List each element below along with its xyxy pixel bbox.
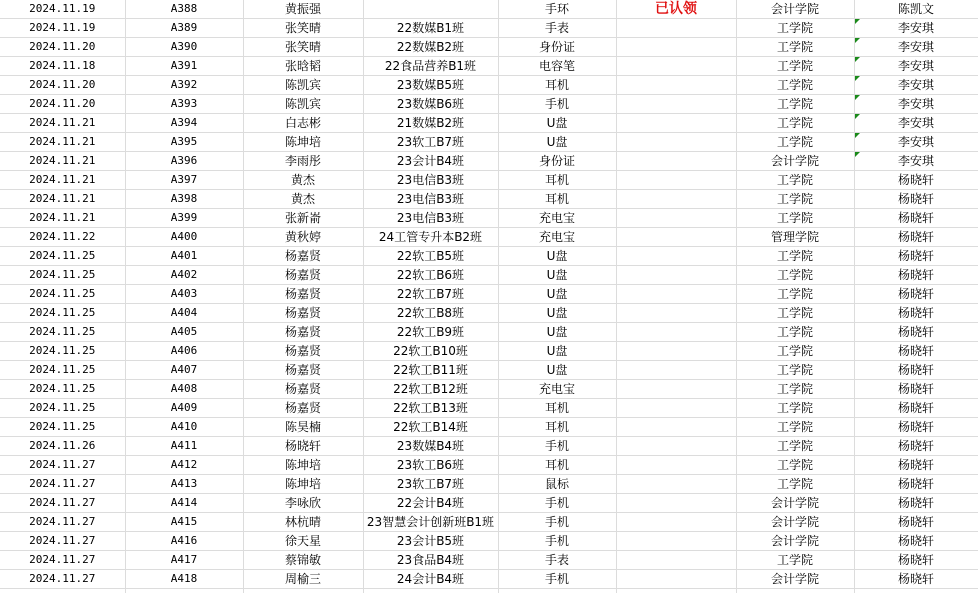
cell-item[interactable]: 充电宝 <box>498 228 616 247</box>
cell-status[interactable] <box>616 513 736 532</box>
cell-status[interactable] <box>616 494 736 513</box>
cell-recorder[interactable]: 杨晓轩 <box>854 551 978 570</box>
cell-item[interactable]: 手机 <box>498 532 616 551</box>
cell-date[interactable]: 2024.11.21 <box>0 152 125 171</box>
cell-item-code[interactable]: A403 <box>125 285 243 304</box>
cell-college[interactable]: 工学院 <box>736 19 854 38</box>
cell-class[interactable]: 22数媒B2班 <box>363 38 498 57</box>
cell-item[interactable]: 手机 <box>498 437 616 456</box>
table-row <box>0 247 978 266</box>
cell-owner-name[interactable]: 黄杰 <box>243 190 363 209</box>
cell-college[interactable]: 工学院 <box>736 437 854 456</box>
cell-college[interactable]: 工学院 <box>736 190 854 209</box>
cell-item[interactable]: 耳机 <box>498 76 616 95</box>
cell-item-code[interactable]: A391 <box>125 57 243 76</box>
cell-owner-name[interactable]: 白志彬 <box>243 114 363 133</box>
cell-item[interactable]: 手机 <box>498 95 616 114</box>
cell-owner-name[interactable]: 张新嵛 <box>243 209 363 228</box>
table-row <box>0 152 978 171</box>
cell-college[interactable]: 工学院 <box>736 76 854 95</box>
table-row <box>0 209 978 228</box>
cell-item[interactable]: 手环 <box>498 0 616 19</box>
cell-owner-name[interactable]: 杨嘉贤 <box>243 342 363 361</box>
table-row <box>0 361 978 380</box>
cell-date[interactable]: 2024.11.19 <box>0 0 125 19</box>
table-row <box>0 532 978 551</box>
cell-class[interactable]: 24会计B4班 <box>363 570 498 589</box>
cell-item[interactable]: U盘 <box>498 247 616 266</box>
cell-status[interactable] <box>616 57 736 76</box>
cell-date[interactable]: 2024.11.27 <box>0 532 125 551</box>
cell-class[interactable]: 23食品B4班 <box>363 551 498 570</box>
cell-owner-name[interactable]: 张笑晴 <box>243 19 363 38</box>
cell-class[interactable]: 22软工B13班 <box>363 399 498 418</box>
cell-item-code[interactable]: A398 <box>125 190 243 209</box>
cell-date[interactable]: 2024.11.20 <box>0 38 125 57</box>
cell-item[interactable]: 手机 <box>498 570 616 589</box>
cell-owner-name[interactable]: 杨嘉贤 <box>243 304 363 323</box>
cell-item[interactable]: 手表 <box>498 19 616 38</box>
table-row <box>0 589 978 593</box>
cell-college[interactable]: 工学院 <box>736 361 854 380</box>
cell-recorder[interactable] <box>854 589 978 593</box>
cell-owner-name[interactable]: 杨嘉贤 <box>243 323 363 342</box>
cell-college[interactable]: 工学院 <box>736 171 854 190</box>
table-row <box>0 266 978 285</box>
cell-college[interactable]: 工学院 <box>736 304 854 323</box>
cell-item[interactable]: 身份证 <box>498 152 616 171</box>
table-row <box>0 475 978 494</box>
table-row <box>0 19 978 38</box>
cell-owner-name[interactable]: 陈凯宾 <box>243 95 363 114</box>
cell-status[interactable] <box>616 171 736 190</box>
cell-class[interactable]: 23软工B6班 <box>363 456 498 475</box>
cell-item[interactable]: U盘 <box>498 266 616 285</box>
cell-item-code[interactable]: A407 <box>125 361 243 380</box>
cell-class[interactable]: 22软工B7班 <box>363 285 498 304</box>
cell-date[interactable]: 2024.11.25 <box>0 399 125 418</box>
cell-recorder[interactable]: 杨晓轩 <box>854 494 978 513</box>
cell-date[interactable]: 2024.11.20 <box>0 76 125 95</box>
table-row <box>0 418 978 437</box>
cell-item[interactable]: 手表 <box>498 551 616 570</box>
cell-item-code[interactable]: A401 <box>125 247 243 266</box>
cell-status[interactable] <box>616 38 736 57</box>
cell-owner-name[interactable]: 杨嘉贤 <box>243 399 363 418</box>
cell-class[interactable]: 22食品营养B1班 <box>363 57 498 76</box>
cell-item[interactable]: 耳机 <box>498 418 616 437</box>
cell-college[interactable]: 会计学院 <box>736 513 854 532</box>
cell-status[interactable] <box>616 380 736 399</box>
cell-item-code[interactable]: A404 <box>125 304 243 323</box>
cell-recorder[interactable]: 李安琪 <box>854 95 978 114</box>
cell-item-code[interactable]: A408 <box>125 380 243 399</box>
cell-recorder[interactable]: 李安琪 <box>854 19 978 38</box>
cell-recorder[interactable]: 李安琪 <box>854 38 978 57</box>
cell-owner-name[interactable]: 林杭晴 <box>243 513 363 532</box>
cell-item[interactable]: U盘 <box>498 133 616 152</box>
table-row <box>0 133 978 152</box>
cell-item[interactable]: U盘 <box>498 114 616 133</box>
cell-date[interactable]: 2024.11.27 <box>0 475 125 494</box>
cell-owner-name[interactable]: 黄杰 <box>243 171 363 190</box>
cell-class[interactable]: 22软工B14班 <box>363 418 498 437</box>
cell-recorder[interactable]: 杨晓轩 <box>854 380 978 399</box>
table-row <box>0 95 978 114</box>
table-row <box>0 399 978 418</box>
cell-date[interactable]: 2024.11.20 <box>0 95 125 114</box>
cell-college[interactable]: 工学院 <box>736 95 854 114</box>
cell-date[interactable]: 2024.11.25 <box>0 247 125 266</box>
cell-college[interactable]: 工学院 <box>736 475 854 494</box>
cell-item-code[interactable]: A405 <box>125 323 243 342</box>
cell-item-code[interactable]: A418 <box>125 570 243 589</box>
cell-status[interactable] <box>616 95 736 114</box>
cell-item-code[interactable]: A414 <box>125 494 243 513</box>
cell-status[interactable] <box>616 437 736 456</box>
cell-class[interactable]: 22软工B10班 <box>363 342 498 361</box>
cell-class[interactable] <box>363 589 498 593</box>
cell-status[interactable] <box>616 323 736 342</box>
cell-owner-name[interactable]: 陈坤培 <box>243 133 363 152</box>
cell-recorder[interactable]: 李安琪 <box>854 133 978 152</box>
cell-recorder[interactable]: 杨晓轩 <box>854 437 978 456</box>
cell-item-code[interactable]: A395 <box>125 133 243 152</box>
cell-status[interactable] <box>616 19 736 38</box>
cell-owner-name[interactable]: 杨嘉贤 <box>243 247 363 266</box>
cell-date[interactable]: 2024.11.25 <box>0 418 125 437</box>
cell-item[interactable]: 手机 <box>498 494 616 513</box>
table-row <box>0 513 978 532</box>
cell-class[interactable]: 22会计B4班 <box>363 494 498 513</box>
cell-status[interactable] <box>616 342 736 361</box>
cell-owner-name[interactable]: 杨嘉贤 <box>243 285 363 304</box>
table-row <box>0 190 978 209</box>
cell-date[interactable]: 2024.11.25 <box>0 361 125 380</box>
cell-date[interactable]: 2024.11.25 <box>0 266 125 285</box>
cell-owner-name[interactable]: 李咏欣 <box>243 494 363 513</box>
cell-recorder[interactable]: 杨晓轩 <box>854 399 978 418</box>
cell-status[interactable] <box>616 209 736 228</box>
cell-item[interactable]: 耳机 <box>498 171 616 190</box>
cell-college[interactable] <box>736 589 854 593</box>
cell-item[interactable]: U盘 <box>498 285 616 304</box>
cell-date[interactable]: 2024.11.25 <box>0 380 125 399</box>
cell-item[interactable]: U盘 <box>498 361 616 380</box>
table-row <box>0 228 978 247</box>
cell-owner-name[interactable]: 蔡锦敏 <box>243 551 363 570</box>
cell-recorder[interactable]: 杨晓轩 <box>854 456 978 475</box>
cell-date[interactable]: 2024.11.25 <box>0 285 125 304</box>
table-row <box>0 38 978 57</box>
cell-recorder[interactable]: 杨晓轩 <box>854 418 978 437</box>
cell-recorder[interactable]: 杨晓轩 <box>854 570 978 589</box>
cell-owner-name[interactable]: 杨嘉贤 <box>243 361 363 380</box>
cell-item-code[interactable]: A412 <box>125 456 243 475</box>
cell-date[interactable]: 2024.11.27 <box>0 570 125 589</box>
cell-recorder[interactable]: 杨晓轩 <box>854 209 978 228</box>
cell-recorder[interactable]: 李安琪 <box>854 114 978 133</box>
cell-item[interactable] <box>498 589 616 593</box>
cell-status[interactable] <box>616 456 736 475</box>
cell-college[interactable]: 工学院 <box>736 342 854 361</box>
cell-status[interactable] <box>616 266 736 285</box>
table-row <box>0 342 978 361</box>
cell-recorder[interactable]: 杨晓轩 <box>854 285 978 304</box>
cell-item-code[interactable]: A406 <box>125 342 243 361</box>
cell-item-code[interactable]: A402 <box>125 266 243 285</box>
cell-status[interactable]: 已认领 <box>616 0 736 19</box>
cell-owner-name[interactable]: 陈昊楠 <box>243 418 363 437</box>
cell-owner-name[interactable]: 张晗韬 <box>243 57 363 76</box>
cell-recorder[interactable]: 杨晓轩 <box>854 171 978 190</box>
cell-item[interactable]: 鼠标 <box>498 475 616 494</box>
cell-college[interactable]: 会计学院 <box>736 570 854 589</box>
cell-item-code[interactable]: A409 <box>125 399 243 418</box>
cell-recorder[interactable]: 杨晓轩 <box>854 323 978 342</box>
cell-recorder[interactable]: 杨晓轩 <box>854 247 978 266</box>
cell-recorder[interactable]: 杨晓轩 <box>854 190 978 209</box>
cell-status[interactable] <box>616 418 736 437</box>
cell-date[interactable]: 2024.11.25 <box>0 323 125 342</box>
cell-owner-name[interactable]: 李雨彤 <box>243 152 363 171</box>
cell-college[interactable]: 工学院 <box>736 57 854 76</box>
cell-college[interactable]: 工学院 <box>736 551 854 570</box>
table-row <box>0 285 978 304</box>
cell-owner-name[interactable]: 周榆三 <box>243 570 363 589</box>
table-row <box>0 114 978 133</box>
cell-class[interactable]: 22软工B5班 <box>363 247 498 266</box>
cell-status[interactable] <box>616 247 736 266</box>
cell-recorder[interactable]: 杨晓轩 <box>854 228 978 247</box>
cell-class[interactable]: 23会计B4班 <box>363 152 498 171</box>
cell-date[interactable]: 2024.11.27 <box>0 513 125 532</box>
cell-owner-name[interactable]: 杨嘉贤 <box>243 266 363 285</box>
cell-date[interactable]: 2024.11.21 <box>0 171 125 190</box>
cell-status[interactable] <box>616 475 736 494</box>
cell-status[interactable] <box>616 570 736 589</box>
cell-college[interactable]: 管理学院 <box>736 228 854 247</box>
cell-class[interactable]: 23软工B7班 <box>363 133 498 152</box>
cell-item-code[interactable]: A411 <box>125 437 243 456</box>
cell-class[interactable]: 23电信B3班 <box>363 190 498 209</box>
cell-owner-name[interactable]: 张笑晴 <box>243 38 363 57</box>
cell-college[interactable]: 工学院 <box>736 399 854 418</box>
cell-college[interactable]: 会计学院 <box>736 532 854 551</box>
cell-item[interactable]: 充电宝 <box>498 380 616 399</box>
cell-owner-name[interactable]: 徐天星 <box>243 532 363 551</box>
cell-college[interactable]: 会计学院 <box>736 494 854 513</box>
table-row <box>0 380 978 399</box>
cell-recorder[interactable]: 杨晓轩 <box>854 266 978 285</box>
cell-status[interactable] <box>616 114 736 133</box>
cell-status[interactable] <box>616 152 736 171</box>
cell-item[interactable]: 电容笔 <box>498 57 616 76</box>
cell-class[interactable]: 23软工B7班 <box>363 475 498 494</box>
cell-item-code[interactable] <box>125 589 243 593</box>
cell-item[interactable]: 耳机 <box>498 399 616 418</box>
cell-recorder[interactable]: 李安琪 <box>854 57 978 76</box>
cell-date[interactable]: 2024.11.21 <box>0 133 125 152</box>
cell-item[interactable]: 充电宝 <box>498 209 616 228</box>
cell-class[interactable]: 24工管专升本B2班 <box>363 228 498 247</box>
cell-date[interactable]: 2024.11.21 <box>0 209 125 228</box>
cell-class[interactable]: 22软工B12班 <box>363 380 498 399</box>
cell-date[interactable]: 2024.11.25 <box>0 304 125 323</box>
cell-owner-name[interactable]: 陈坤培 <box>243 475 363 494</box>
cell-item-code[interactable]: A399 <box>125 209 243 228</box>
cell-status[interactable] <box>616 551 736 570</box>
cell-status[interactable] <box>616 361 736 380</box>
cell-status[interactable] <box>616 304 736 323</box>
cell-college[interactable]: 工学院 <box>736 38 854 57</box>
cell-college[interactable]: 工学院 <box>736 285 854 304</box>
cell-recorder[interactable]: 李安琪 <box>854 152 978 171</box>
cell-item-code[interactable]: A397 <box>125 171 243 190</box>
cell-recorder[interactable]: 李安琪 <box>854 76 978 95</box>
cell-status[interactable] <box>616 190 736 209</box>
cell-item-code[interactable]: A388 <box>125 0 243 19</box>
cell-date[interactable]: 2024.11.19 <box>0 19 125 38</box>
cell-status[interactable] <box>616 399 736 418</box>
cell-date[interactable]: 2024.11.27 <box>0 456 125 475</box>
cell-date[interactable]: 2024.11.21 <box>0 114 125 133</box>
table-row <box>0 323 978 342</box>
table-row <box>0 171 978 190</box>
cell-class[interactable]: 23电信B3班 <box>363 171 498 190</box>
cell-date[interactable]: 2024.11.27 <box>0 551 125 570</box>
cell-item[interactable]: U盘 <box>498 342 616 361</box>
cell-item-code[interactable]: A396 <box>125 152 243 171</box>
table-row <box>0 456 978 475</box>
cell-class[interactable]: 22软工B8班 <box>363 304 498 323</box>
table-row <box>0 437 978 456</box>
table-row <box>0 494 978 513</box>
cell-item-code[interactable]: A400 <box>125 228 243 247</box>
cell-college[interactable]: 会计学院 <box>736 0 854 19</box>
cell-item-code[interactable]: A410 <box>125 418 243 437</box>
cell-college[interactable]: 工学院 <box>736 133 854 152</box>
cell-status[interactable] <box>616 76 736 95</box>
table-row <box>0 551 978 570</box>
cell-date[interactable] <box>0 589 125 593</box>
cell-college[interactable]: 工学院 <box>736 247 854 266</box>
cell-class[interactable]: 23数媒B6班 <box>363 95 498 114</box>
cell-recorder[interactable]: 杨晓轩 <box>854 342 978 361</box>
cell-college[interactable]: 会计学院 <box>736 152 854 171</box>
cell-item[interactable]: 身份证 <box>498 38 616 57</box>
cell-item-code[interactable]: A416 <box>125 532 243 551</box>
cell-item-code[interactable]: A389 <box>125 19 243 38</box>
cell-date[interactable]: 2024.11.25 <box>0 342 125 361</box>
cell-date[interactable]: 2024.11.18 <box>0 57 125 76</box>
cell-class[interactable]: 22软工B11班 <box>363 361 498 380</box>
cell-owner-name[interactable]: 黄秋婷 <box>243 228 363 247</box>
cell-item-code[interactable]: A394 <box>125 114 243 133</box>
cell-class[interactable]: 22软工B6班 <box>363 266 498 285</box>
cell-recorder[interactable]: 杨晓轩 <box>854 304 978 323</box>
cell-college[interactable]: 工学院 <box>736 209 854 228</box>
cell-status[interactable] <box>616 285 736 304</box>
cell-item[interactable]: 手机 <box>498 513 616 532</box>
cell-item-code[interactable]: A413 <box>125 475 243 494</box>
cell-recorder[interactable]: 杨晓轩 <box>854 475 978 494</box>
table-row <box>0 76 978 95</box>
cell-recorder[interactable]: 杨晓轩 <box>854 513 978 532</box>
cell-class[interactable]: 22数媒B1班 <box>363 19 498 38</box>
cell-owner-name[interactable]: 陈坤培 <box>243 456 363 475</box>
cell-date[interactable]: 2024.11.26 <box>0 437 125 456</box>
cell-status[interactable] <box>616 532 736 551</box>
table-row <box>0 304 978 323</box>
cell-item[interactable]: 耳机 <box>498 190 616 209</box>
table-row <box>0 0 978 19</box>
cell-class[interactable]: 23数媒B5班 <box>363 76 498 95</box>
cell-date[interactable]: 2024.11.27 <box>0 494 125 513</box>
cell-item-code[interactable]: A390 <box>125 38 243 57</box>
cell-item[interactable]: U盘 <box>498 304 616 323</box>
cell-owner-name[interactable]: 黄振强 <box>243 0 363 19</box>
cell-college[interactable]: 工学院 <box>736 114 854 133</box>
cell-college[interactable]: 工学院 <box>736 266 854 285</box>
cell-status[interactable] <box>616 228 736 247</box>
cell-item-code[interactable]: A393 <box>125 95 243 114</box>
cell-recorder[interactable]: 杨晓轩 <box>854 532 978 551</box>
cell-recorder[interactable]: 杨晓轩 <box>854 361 978 380</box>
cell-class[interactable]: 23电信B3班 <box>363 209 498 228</box>
cell-college[interactable]: 工学院 <box>736 418 854 437</box>
table-row <box>0 57 978 76</box>
cell-college[interactable]: 工学院 <box>736 323 854 342</box>
cell-owner-name[interactable]: 陈凯宾 <box>243 76 363 95</box>
cell-item[interactable]: U盘 <box>498 323 616 342</box>
cell-class[interactable] <box>363 0 498 19</box>
cell-date[interactable]: 2024.11.21 <box>0 190 125 209</box>
cell-class[interactable]: 23数媒B4班 <box>363 437 498 456</box>
cell-date[interactable]: 2024.11.22 <box>0 228 125 247</box>
cell-class[interactable]: 22软工B9班 <box>363 323 498 342</box>
table-row <box>0 570 978 589</box>
cell-recorder[interactable]: 陈凯文 <box>854 0 978 19</box>
cell-owner-name[interactable]: 杨晓轩 <box>243 437 363 456</box>
cell-status[interactable] <box>616 133 736 152</box>
cell-owner-name[interactable] <box>243 589 363 593</box>
cell-class[interactable]: 21数媒B2班 <box>363 114 498 133</box>
cell-item-code[interactable]: A417 <box>125 551 243 570</box>
cell-class[interactable]: 23会计B5班 <box>363 532 498 551</box>
cell-item-code[interactable]: A415 <box>125 513 243 532</box>
cell-college[interactable]: 工学院 <box>736 380 854 399</box>
cell-owner-name[interactable]: 杨嘉贤 <box>243 380 363 399</box>
cell-college[interactable]: 工学院 <box>736 456 854 475</box>
cell-item-code[interactable]: A392 <box>125 76 243 95</box>
cell-status[interactable] <box>616 589 736 593</box>
cell-class[interactable]: 23智慧会计创新班B1班 <box>363 513 498 532</box>
cell-item[interactable]: 耳机 <box>498 456 616 475</box>
